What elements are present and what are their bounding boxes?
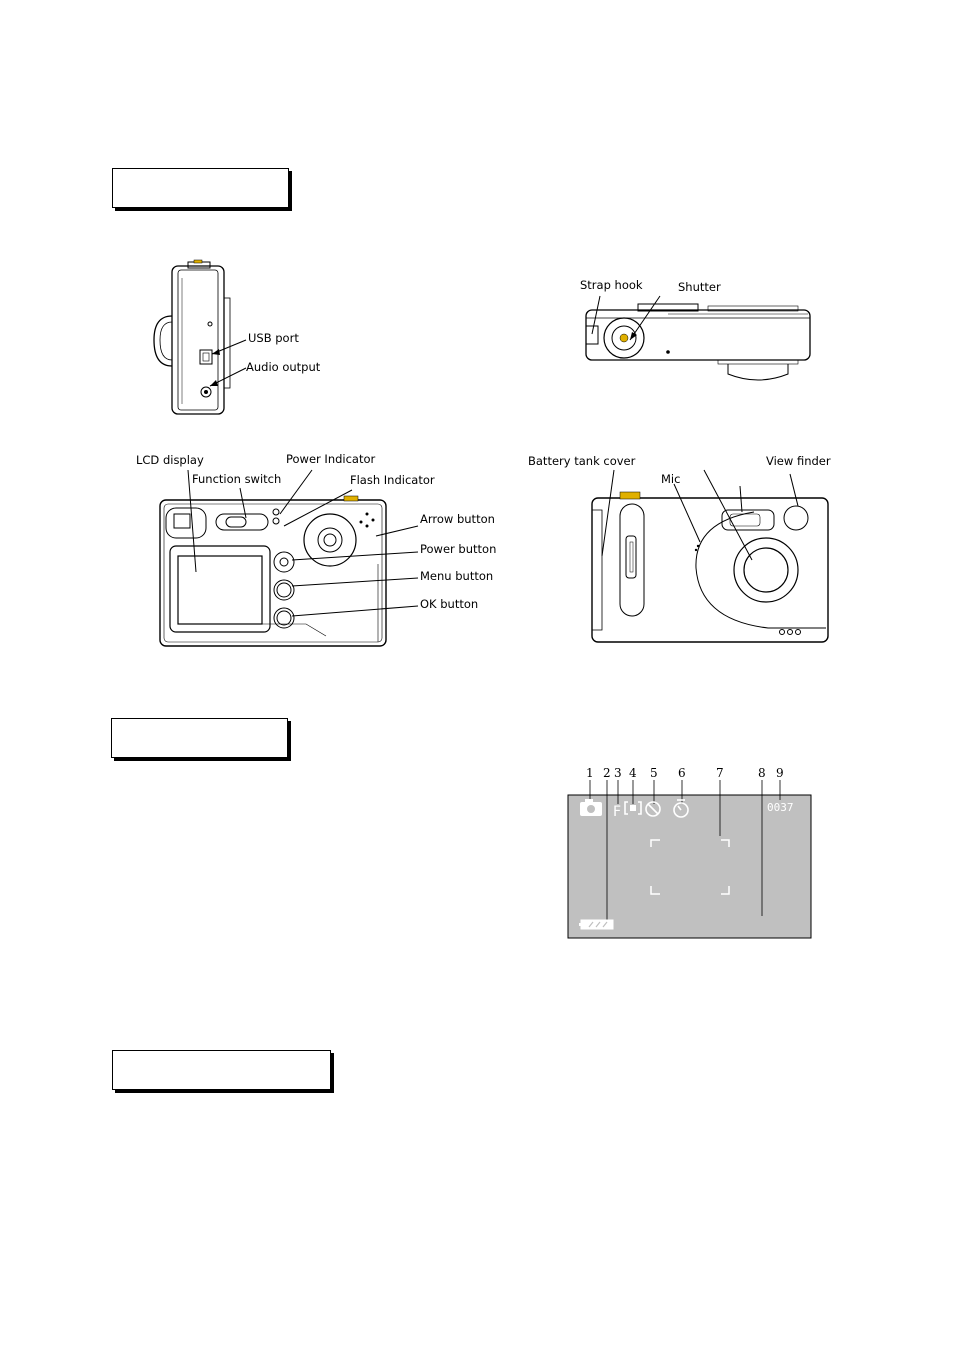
lcd-number-8: 8	[758, 766, 766, 780]
power-button-label: Power button	[420, 542, 497, 556]
menu-button-label: Menu button	[420, 569, 494, 583]
arrow-button-label: Arrow button	[420, 512, 495, 526]
battery-level-icon	[579, 920, 613, 929]
lcd-number-5: 5	[650, 766, 658, 780]
front-view-leader-lines	[590, 466, 830, 576]
lcd-number-3: 3	[614, 766, 622, 780]
flash-indicator-label: Flash Indicator	[350, 473, 435, 487]
section-heading-box-2	[111, 718, 288, 758]
section-heading-box-3	[112, 1050, 331, 1090]
ok-button-label: OK button	[420, 597, 479, 611]
function-switch-label: Function switch	[192, 472, 282, 486]
lcd-number-9: 9	[776, 766, 784, 780]
usb-port-label: USB port	[248, 331, 299, 345]
view-finder-label: View finder	[766, 454, 831, 468]
shutter-label: Shutter	[678, 280, 721, 294]
lcd-number-4: 4	[629, 766, 637, 780]
flash-mode-letter: F	[613, 804, 622, 820]
lcd-number-7: 7	[716, 766, 724, 780]
lcd-screen-diagram	[560, 764, 820, 944]
picture-counter: 0037	[767, 801, 794, 814]
power-indicator-label: Power Indicator	[286, 452, 376, 466]
top-view-leader-lines	[580, 290, 670, 350]
lcd-screen-background	[568, 795, 811, 938]
mic-label: Mic	[661, 472, 681, 486]
lcd-number-2: 2	[603, 766, 611, 780]
battery-tank-cover-label: Battery tank cover	[528, 454, 636, 468]
strap-hook-label: Strap hook	[580, 278, 643, 292]
section-heading-box-1	[112, 168, 289, 208]
lcd-number-1: 1	[586, 766, 594, 780]
lcd-display-label: LCD display	[136, 453, 204, 467]
lcd-number-6: 6	[678, 766, 686, 780]
audio-output-label: Audio output	[246, 360, 321, 374]
